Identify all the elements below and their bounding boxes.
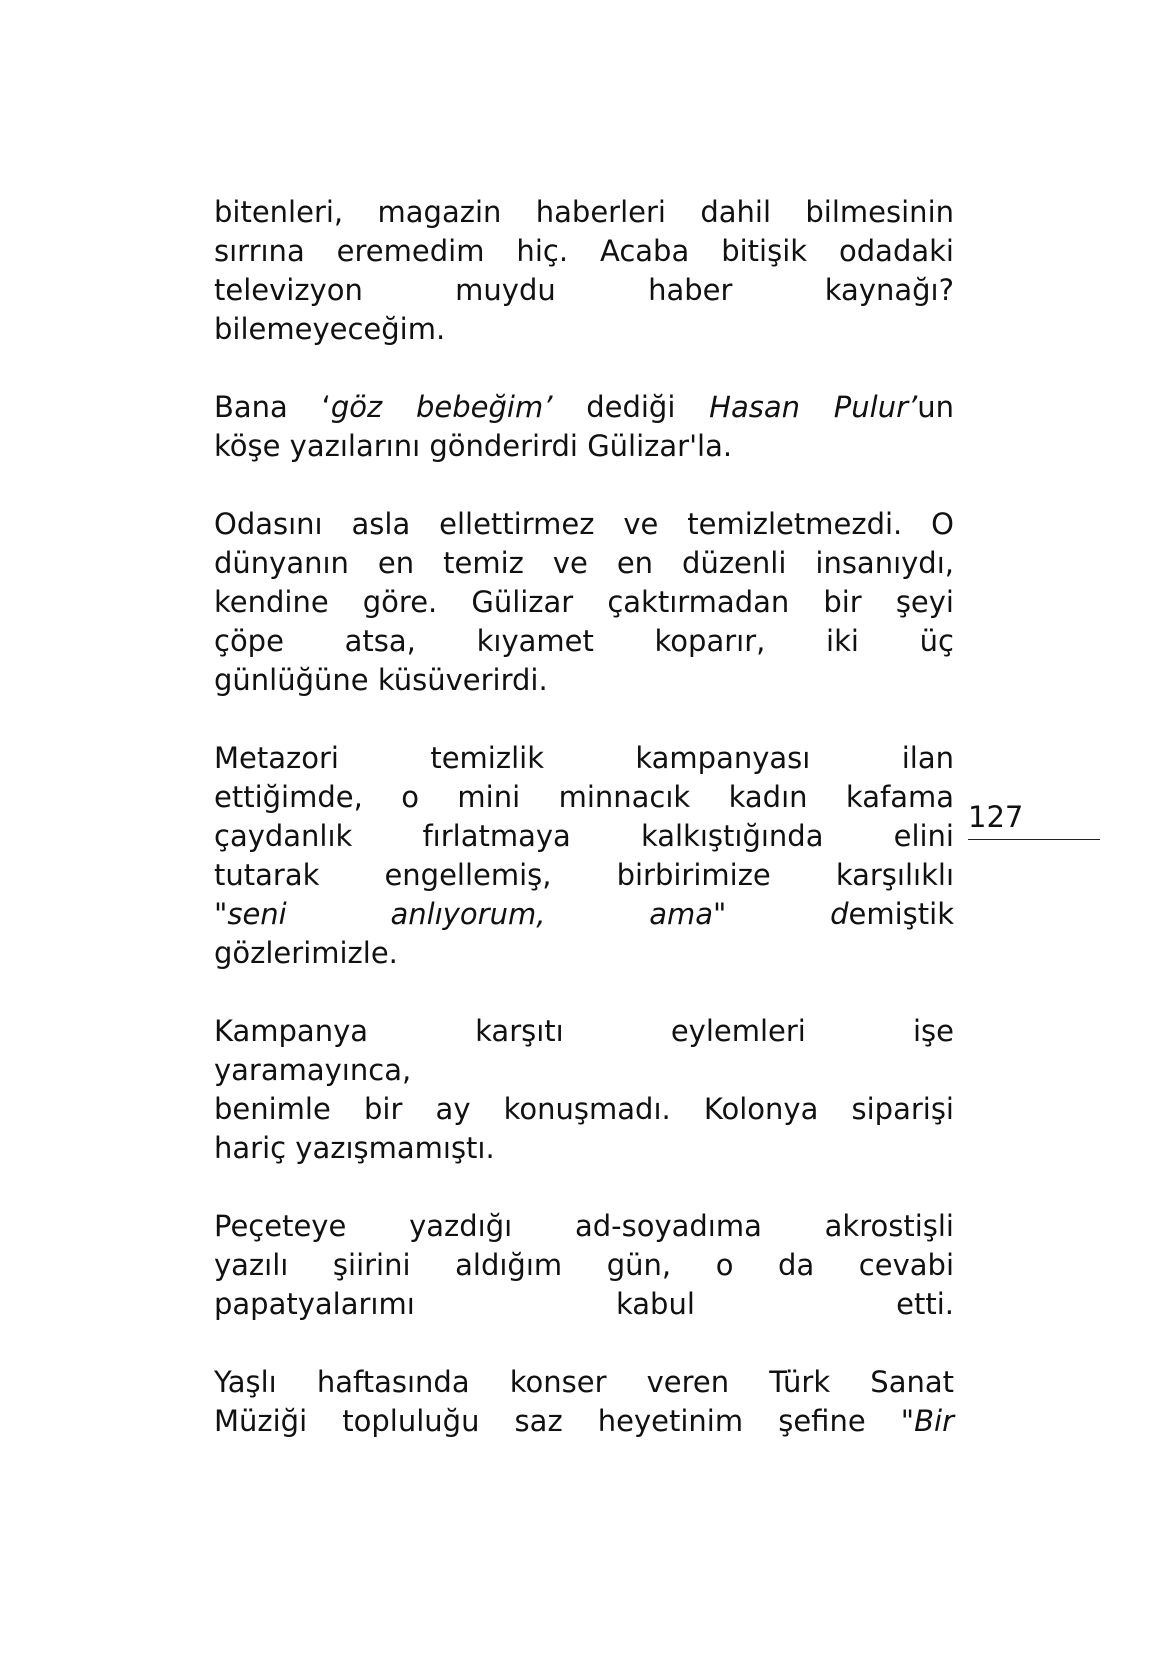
text-line [214,1285,954,1324]
text-line [214,427,954,466]
text-run: ettiğimde, o mini minnacık kadın kafama [214,780,954,814]
text-run: Peçeteye yazdığı ad-soyadıma akrostişli [214,1209,954,1243]
paragraph [214,1363,954,1441]
text-run: hariç yazışmamıştı. [214,1131,495,1165]
paragraph [214,1012,954,1168]
text-run: Odasını asla ellettirmez ve temizletmezdi. O [214,507,954,541]
text-run: un [917,390,954,424]
paragraph-gap [214,1324,954,1363]
text-line [214,661,954,700]
text-line [214,739,954,778]
text-run: günlüğüne küsüverirdi. [214,663,548,697]
page-number: 127 [968,800,1024,834]
paragraph-gap [214,973,954,1012]
text-line [214,1246,954,1285]
paragraph-gap [214,1168,954,1207]
text-run: televizyon muydu haber kaynağı? [214,273,954,307]
text-line [214,1090,954,1129]
text-line [214,895,954,934]
text-run: sırrına eremedim hiç. Acaba bitişik odadaki [214,234,954,268]
italic-text: Bir [914,1404,954,1438]
text-run: Müziği topluluğu saz heyetinim şefine " [214,1404,915,1438]
page-number-rule [968,839,1100,840]
text-run: " [712,897,831,931]
text-line [214,1129,954,1168]
text-line [214,622,954,661]
text-run: Bana ‘ [214,390,331,424]
paragraph [214,388,954,466]
paragraph-gap [214,466,954,505]
text-run: yaramayınca, [214,1053,412,1087]
paragraph [214,505,954,700]
paragraph [214,193,954,349]
text-run: gözlerimizle. [214,936,398,970]
text-run: bitenleri, magazin haberleri dahil bilmesinin [214,195,954,229]
text-line [214,1207,954,1246]
paragraph-gap [214,700,954,739]
text-line [214,271,954,310]
text-line [214,193,954,232]
text-line [214,934,954,973]
text-run: bilemeyeceğim. [214,312,446,346]
text-line [214,1402,954,1441]
text-run: çaydanlık fırlatmaya kalkıştığında elini [214,819,954,853]
text-run: kendine göre. Gülizar çaktırmadan bir şeyi [214,585,954,619]
text-run: Yaşlı haftasında konser veren Türk Sanat [214,1365,954,1399]
paragraph-gap [214,349,954,388]
text-line [214,388,954,427]
italic-text: seni anlıyorum, ama [227,897,713,931]
italic-text: d [830,897,849,931]
text-run: " [214,897,228,931]
text-line [214,778,954,817]
text-run: Kampanya karşıtı eylemleri işe [214,1014,954,1048]
text-run: dünyanın en temiz ve en düzenli insanıydı, [214,546,954,580]
paragraph [214,1207,954,1324]
text-run: yazılı şiirini aldığım gün, o da cevabi [214,1248,954,1282]
text-run: dediği [552,390,710,424]
text-line [214,232,954,271]
text-line [214,856,954,895]
italic-text: göz bebeğim’ [330,390,553,424]
italic-text: Hasan Pulur’ [709,390,918,424]
text-run: çöpe atsa, kıyamet koparır, iki üç [214,624,954,658]
text-run: tutarak engellemiş, birbirimize karşılıklı [214,858,954,892]
text-line [214,583,954,622]
text-line [214,1363,954,1402]
text-line [214,1012,954,1051]
text-line [214,817,954,856]
paragraph [214,739,954,973]
text-run: emiştik [848,897,954,931]
text-run: papatyalarımı kabul etti. [214,1287,954,1321]
text-line [214,1051,954,1090]
text-run: benimle bir ay konuşmadı. Kolonya siparişi [214,1092,954,1126]
text-line [214,505,954,544]
page-body-text [214,193,954,1441]
text-line [214,544,954,583]
text-run: Metazori temizlik kampanyası ilan [214,741,954,775]
text-line [214,310,954,349]
text-run: köşe yazılarını gönderirdi Gülizar'la. [214,429,733,463]
